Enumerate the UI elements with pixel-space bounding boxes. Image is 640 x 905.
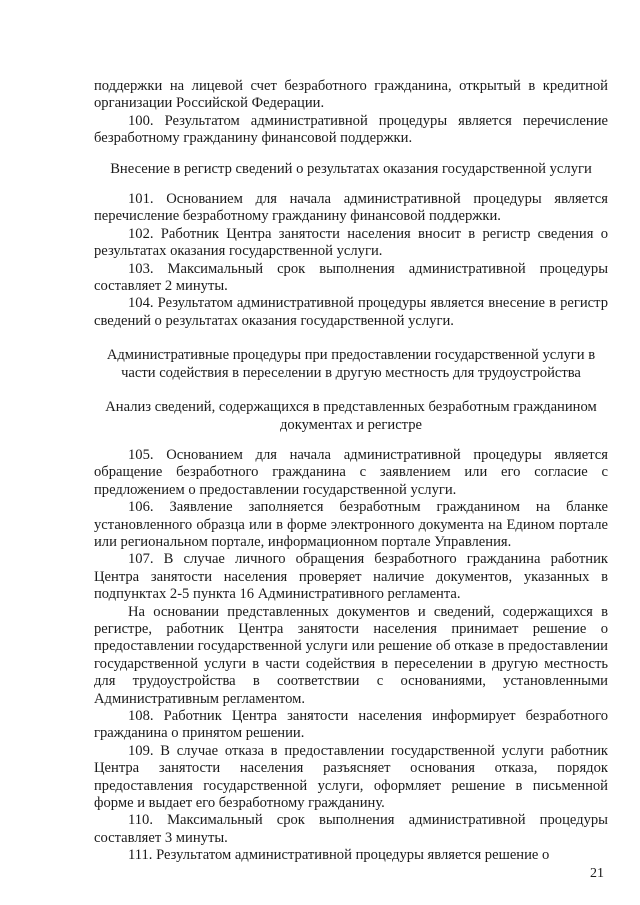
section-heading-relocation: Административные процедуры при предоставлении государственной услуги в части содействия в переселении в другую местность для трудоустройства [106,347,596,381]
paragraph-107-decision: На основании представленных документов и сведений, содержащихся в регистре, работник Центра занятости населения принимает решение о предоставлении государственной услуги или решение об отказе в предоставлении государственной услуги в части содействия в переселении в другую местность для трудоустройства в соответствии с основаниями, установленными Административным регламентом. [94,603,608,707]
paragraph-111: 111. Результатом административной процедуры является решение о [128,847,550,864]
page-number: 21 [590,866,604,881]
paragraph-101: 101. Основанием для начала административной процедуры является перечисление безработному гражданину финансовой поддержки. [94,191,608,225]
paragraph-104: 104. Результатом административной процедуры является внесение в регистр сведений о результатах оказания государственной услуги. [94,295,608,329]
paragraph-103: 103. Максимальный срок выполнения административной процедуры составляет 2 минуты. [94,260,608,295]
paragraph-109: 109. В случае отказа в предоставлении государственной услуги работник Центра занятости населения разъясняет основания отказа, порядок предоставления государственной услуги, оформляет решение в письменной форме и выдает его безработному гражданину. [94,742,608,812]
document-page [94,78,608,865]
paragraph-continuation: поддержки на лицевой счет безработного гражданина, открытый в кредитной организации Российской Федерации. [94,78,608,112]
paragraph-108: 108. Работник Центра занятости населения информирует безработного гражданина о принятом решении. [94,708,608,742]
paragraph-110: 110. Максимальный срок выполнения административной процедуры составляет 3 минуты. [94,812,608,846]
paragraph-102: 102. Работник Центра занятости населения вносит в регистр сведения о результатах оказания государственной услуги. [94,225,608,260]
paragraph-100: 100. Результатом административной процедуры является перечисление безработному гражданину финансовой поддержки. [94,112,608,147]
section-heading-registry: Внесение в регистр сведений о результатах оказания государственной услуги [110,160,592,177]
section-heading-analysis: Анализ сведений, содержащихся в представленных безработным гражданином документах и регистре [105,399,597,433]
paragraph-107: 107. В случае личного обращения безработного гражданина работник Центра занятости населения проверяет наличие документов, указанных в подпунктах 2-5 пункта 16 Административного регламента. [94,551,608,603]
paragraph-106: 106. Заявление заполняется безработным гражданином на бланке установленного образца или в форме электронного документа на Едином портале или региональном портале, информационном портале Управления. [94,499,608,550]
paragraph-105: 105. Основанием для начала административной процедуры является обращение безработного гражданина с заявлением или его согласие с предложением о предоставлении государственной услуги. [94,446,608,498]
